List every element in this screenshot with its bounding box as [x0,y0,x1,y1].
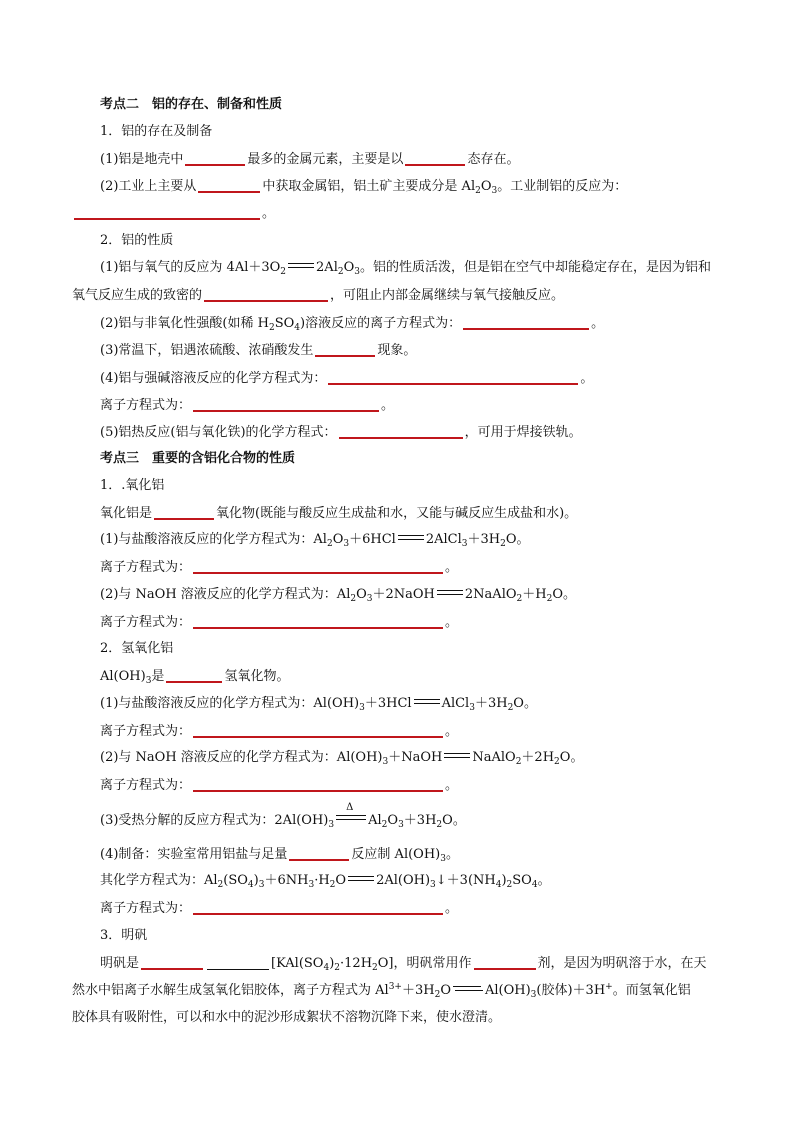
answer-blank-7[interactable] [315,341,375,357]
answer-blank-3[interactable] [198,177,260,193]
section3-title: 考点三 重要的含铝化合物的性质 [100,451,296,466]
s3-hydroxide-prep: (4)制备：实验室常用铝盐与足量 反应制 $Al(OH)_3$。 [100,847,459,864]
answer-blank-1[interactable] [185,150,245,166]
answer-blank-16[interactable] [193,776,443,792]
section3-sub3: 3．明矾 [100,928,148,943]
s3-alumina-naoh: (2)与 NaOH 溶液反应的化学方程式为：$Al_2O_3+2NaOH$ $2NaAlO_2+H_2O$。 [100,587,577,604]
s2-prop1b: 氧气反应生成的致密的 ，可阻止内部金属继续与氧气接触反应。 [72,288,565,303]
s3-hydroxide-prep-ion: 离子方程式为： 。 [100,901,459,916]
s3-hydroxide-naoh: (2)与 NaOH 溶液反应的化学方程式为：$Al(OH)_3+NaOH$ $NaAlO_2+2H_2O$。 [100,750,584,767]
s2-prop5: (5)铝热反应(铝与氧化铁)的化学方程式： ，可用于焊接铁轨。 [100,425,582,440]
answer-blank-4[interactable] [74,204,260,220]
s3-hydroxide-def: $Al(OH)_3$是 氢氧化物。 [100,669,290,686]
s2-line1: (1)铝是地壳中 最多的金属元素，主要是以 态存在。 [100,152,520,167]
answer-blank-15[interactable] [193,722,443,738]
answer-blank-2[interactable] [405,150,465,166]
s3-hydroxide-naoh-ion: 离子方程式为： 。 [100,778,459,793]
s3-alumina-def: 氧化铝是 氧化物(既能与酸反应生成盐和水，又能与碱反应生成盐和水)。 [100,506,578,521]
answer-blank-10[interactable] [339,423,463,439]
answer-blank-19b[interactable] [207,955,269,970]
s3-hydroxide-hcl: (1)与盐酸溶液反应的化学方程式为：$Al(OH)_3+3HCl$ $AlCl_3+3H_2O$。 [100,696,537,713]
s2-prop4: (4)铝与强碱溶液反应的化学方程式为： 。 [100,371,594,386]
s2-prop2: (2)铝与非氧化性强酸(如稀 $H_2SO_4$)溶液反应的离子方程式为： 。 [100,316,605,333]
section3-sub1: 1．.氧化铝 [100,478,165,493]
s3-alum-line2: 然水中铝离子水解生成氢氧化铝胶体，离子方程式为 $Al^{3+}+3H_2O$ $Al(OH)_3$(胶体)＋3H+。而氢氧化铝 [72,982,691,1000]
answer-blank-17[interactable] [289,845,349,861]
s3-hydroxide-heat: (3)受热分解的反应方程式为：$2Al(OH)_3$ Δ $Al_2O_3+3H_2O$。 [100,802,466,830]
answer-blank-18[interactable] [193,899,443,915]
answer-blank-19[interactable] [141,954,203,970]
section2-sub1: 1．铝的存在及制备 [100,124,213,139]
s3-alum-line1: 明矾是 $[KAl(SO_4)_2\cdot 12H_2O]$，明矾常用作 剂，是因为明矾溶于水，在天 [100,956,707,973]
s3-hydroxide-prep-eq: 其化学方程式为：$Al_2(SO_4)_3+6NH_3\cdot H_2O$ $2Al(OH)_3↓+3(NH_4)_2SO_4$。 [100,873,551,890]
answer-blank-13[interactable] [193,613,443,629]
section3-sub2: 2．氢氧化铝 [100,641,174,656]
s3-alumina-hcl: (1)与盐酸溶液反应的化学方程式为：$Al_2O_3+6HCl$ $2AlCl_3+3H_2O$。 [100,532,530,549]
answer-blank-5[interactable] [204,286,328,302]
answer-blank-12[interactable] [193,558,443,574]
answer-blank-8[interactable] [328,369,578,385]
s2-prop1: (1)铝与氧气的反应为 $4Al+3O_2$ $2Al_2O_3$。铝的性质活泼，但是铝在空气中却能稳定存在，是因为铝和 [100,260,712,277]
s3-alumina-naoh-ion: 离子方程式为： 。 [100,615,459,630]
s2-line2: (2)工业上主要从 中获取金属铝，铝土矿主要成分是 $Al_2O_3$。工业制铝的反应为： [100,179,628,196]
answer-blank-20[interactable] [474,954,536,970]
s2-line3: 。 [72,204,275,223]
answer-blank-9[interactable] [193,396,379,412]
answer-blank-14[interactable] [166,667,222,683]
s3-alumina-hcl-ion: 离子方程式为： 。 [100,560,459,575]
answer-blank-11[interactable] [154,504,214,520]
s3-hydroxide-hcl-ion: 离子方程式为： 。 [100,724,459,739]
s2-prop3: (3)常温下，铝遇浓硫酸、浓硝酸发生 现象。 [100,343,417,358]
s3-alum-line3: 胶体具有吸附性，可以和水中的泥沙形成絮状不溶物沉降下来，使水澄清。 [72,1010,502,1025]
section2-title: 考点二 铝的存在、制备和性质 [100,97,283,112]
s2-prop4-ion: 离子方程式为： 。 [100,398,395,413]
answer-blank-6[interactable] [463,314,589,330]
section2-sub2: 2．铝的性质 [100,233,174,248]
